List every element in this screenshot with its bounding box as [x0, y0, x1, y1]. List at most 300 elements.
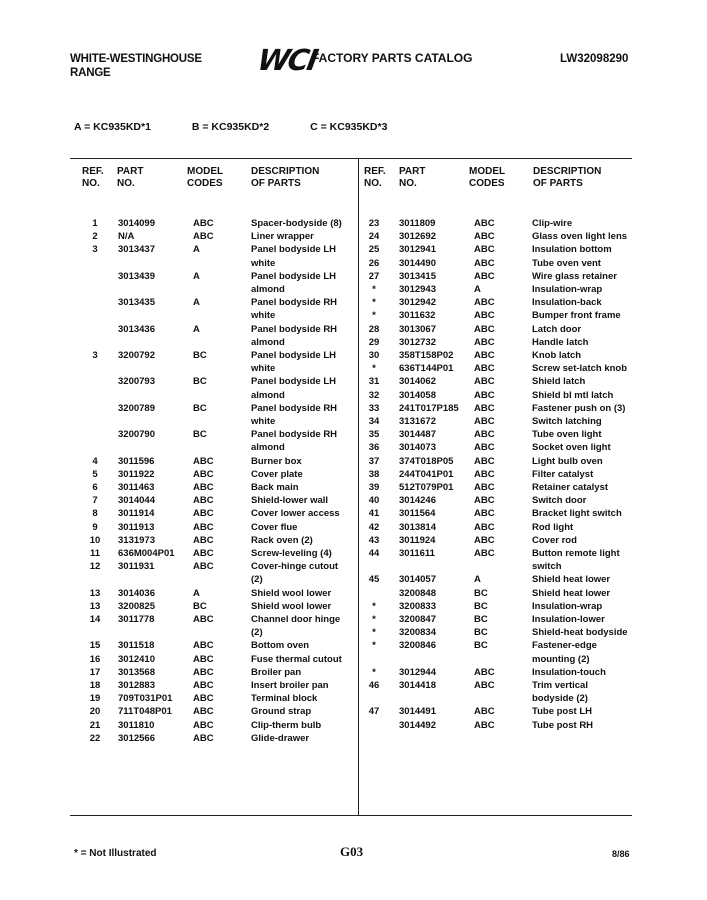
part-row [0, 521, 707, 534]
part-number: 3200847 [399, 614, 436, 625]
table-top-rule [70, 158, 632, 159]
part-description: Retainer catalyst [532, 482, 609, 493]
part-description: Panel bodyside RH [251, 323, 338, 335]
part-row [0, 481, 707, 494]
part-number: 358T158P02 [399, 350, 454, 361]
part-description: Panel bodyside LH [251, 270, 336, 282]
ref-number: 24 [368, 231, 380, 243]
part-number: 512T079P01 [399, 482, 454, 493]
model-b: B = KC935KD*2 [191, 121, 270, 133]
part-number: 3013568 [118, 666, 155, 678]
model-codes: ABC [193, 495, 214, 507]
part-number: 3013814 [399, 521, 436, 533]
part-number: 3011778 [118, 614, 155, 625]
ref-number: 17 [89, 666, 101, 678]
part-description: Terminal block [251, 693, 318, 705]
model-codes: ABC [474, 719, 495, 731]
part-number: 3014487 [399, 429, 436, 441]
model-codes: ABC [474, 468, 495, 480]
part-number: 3014491 [399, 706, 436, 718]
model-codes: ABC [193, 482, 214, 493]
model-codes: ABC [474, 548, 495, 559]
model-codes: BC [474, 627, 488, 639]
ref-number: 13 [89, 600, 101, 612]
ref-number: * [372, 600, 376, 612]
part-number: 711T048P01 [118, 706, 172, 718]
part-description: Insulation-wrap [532, 284, 603, 295]
ref-number: 13 [89, 587, 101, 599]
part-number: N/A [118, 231, 135, 243]
part-number: 241T017P185 [399, 402, 459, 414]
model-codes: BC [193, 600, 207, 612]
ref-number: 30 [368, 350, 380, 361]
part-number: 3200825 [118, 600, 155, 612]
part-number: 3011809 [399, 218, 436, 229]
model-codes: ABC [193, 561, 214, 573]
ref-number: 10 [89, 534, 101, 546]
part-description: white [251, 416, 276, 427]
model-codes: ABC [193, 653, 214, 665]
parts-list-right [0, 217, 707, 777]
part-description: Channel door hinge [251, 614, 341, 625]
ref-number: 46 [368, 680, 380, 691]
part-number: 709T031P01 [118, 693, 173, 705]
model-codes: ABC [474, 495, 495, 507]
part-row [0, 468, 707, 481]
part-row [0, 587, 707, 600]
ref-number: 29 [368, 336, 380, 348]
part-row [0, 243, 707, 256]
part-description: Knob latch [532, 350, 582, 361]
model-codes: BC [474, 614, 488, 625]
ref-number: 27 [368, 270, 380, 282]
part-description: Insulation-touch [532, 666, 606, 678]
part-description: Insert broiler pan [251, 680, 329, 691]
part-number: 3014246 [399, 495, 436, 507]
model-codes: BC [474, 600, 488, 612]
model-codes: ABC [193, 455, 214, 467]
col-header-desc: DESCRIPTION OF PARTS [251, 166, 320, 189]
col-header-model-right: MODEL CODES [469, 166, 506, 189]
ref-number: 39 [368, 482, 380, 493]
part-description: Screw-leveling (4) [251, 548, 332, 559]
part-description: Shield-heat bodyside [532, 627, 628, 639]
part-description: Shield bl mtl latch [532, 389, 614, 401]
part-description: Ground strap [251, 706, 312, 718]
part-description: Wire glass retainer [532, 270, 617, 282]
part-number: 3011632 [399, 310, 436, 322]
part-description: Tube post RH [532, 719, 594, 731]
part-number: 3011810 [118, 719, 155, 731]
part-description: Insulation-lower [532, 614, 605, 625]
ref-number: * [372, 614, 376, 625]
col-header-model: MODEL CODES [187, 166, 224, 189]
part-number: 3011596 [118, 455, 155, 467]
part-number: 3012943 [399, 284, 436, 295]
part-number: 3014418 [399, 680, 436, 691]
part-description: Spacer-bodyside (8) [251, 218, 342, 229]
part-description: Screw set-latch knob [532, 363, 628, 375]
col-header-part-right: PART NO. [399, 166, 426, 189]
ref-number: 14 [89, 614, 101, 625]
part-number: 3200789 [118, 402, 155, 414]
model-codes: ABC [193, 706, 214, 718]
ref-number: 45 [368, 574, 380, 586]
model-codes: ABC [193, 680, 214, 691]
part-number: 3013437 [118, 244, 155, 256]
col-header-ref-right: REF. NO. [364, 166, 386, 189]
ref-number: 40 [368, 495, 380, 507]
part-description: Insulation-back [532, 297, 602, 309]
model-codes: ABC [474, 376, 495, 388]
part-row [0, 560, 707, 573]
brand-name: WHITE-WESTINGHOUSE [70, 53, 202, 65]
ref-number: * [372, 363, 376, 375]
part-row [0, 547, 707, 560]
ref-number: 31 [368, 376, 380, 388]
col-header-part: PART NO. [117, 166, 144, 189]
model-codes: A [193, 297, 200, 309]
part-description: Liner wrapper [251, 231, 314, 243]
part-number: 3200834 [399, 627, 436, 639]
model-codes: ABC [193, 534, 214, 546]
model-codes: ABC [474, 363, 495, 375]
part-number: 3131672 [399, 416, 436, 427]
ref-number: 33 [368, 402, 380, 414]
part-number: 3200846 [399, 640, 436, 652]
ref-number: 11 [89, 548, 101, 559]
model-codes: ABC [474, 270, 495, 282]
part-description: Rod light [532, 521, 574, 533]
part-number: 3012410 [118, 653, 155, 665]
part-description: Back main [251, 482, 299, 493]
ref-number: 36 [368, 442, 380, 454]
ref-number: 34 [368, 416, 380, 427]
model-codes: BC [193, 429, 207, 441]
model-codes: ABC [474, 706, 495, 718]
part-row [0, 719, 707, 732]
model-codes: ABC [193, 732, 214, 744]
part-description: (2) [251, 627, 263, 639]
part-description: Cover lower access [251, 508, 340, 520]
ref-number: 41 [368, 508, 380, 520]
part-description: switch [532, 561, 562, 573]
not-illustrated-legend: * = Not Illustrated [74, 848, 157, 859]
ref-number: 37 [368, 455, 380, 467]
part-description: Shield latch [532, 376, 586, 388]
wci-logo: WCI [255, 43, 320, 77]
part-description: Switch door [532, 495, 587, 507]
part-number: 636M004P01 [118, 548, 175, 559]
part-description: Clip-therm bulb [251, 719, 322, 731]
model-codes: ABC [193, 468, 214, 480]
col-header-desc-right: DESCRIPTION OF PARTS [533, 166, 602, 189]
ref-number: 6 [92, 482, 98, 493]
part-description: Clip-wire [532, 218, 573, 229]
part-number: 3012566 [118, 732, 155, 744]
model-codes: ABC [193, 640, 214, 652]
ref-number: 3 [92, 350, 98, 361]
part-row [0, 507, 707, 520]
part-row [0, 389, 707, 402]
part-number: 3014099 [118, 218, 155, 229]
part-description: Broiler pan [251, 666, 302, 678]
part-number: 3011518 [118, 640, 155, 652]
product-type: RANGE [70, 67, 111, 79]
ref-number: * [372, 284, 376, 295]
model-codes: ABC [474, 389, 495, 401]
part-description: Shield heat lower [532, 587, 611, 599]
model-codes: A [474, 574, 481, 586]
model-codes: ABC [193, 521, 214, 533]
model-a: A = KC935KD*1 [74, 121, 151, 133]
ref-number: 15 [89, 640, 101, 652]
part-row [0, 323, 707, 336]
model-codes: BC [474, 640, 488, 652]
model-codes: ABC [474, 402, 495, 414]
part-description: Button remote light [532, 548, 620, 559]
model-codes: ABC [474, 666, 495, 678]
part-number: 3200848 [399, 587, 436, 599]
part-number: 3014036 [118, 587, 155, 599]
ref-number: 4 [92, 455, 98, 467]
ref-number: 38 [368, 468, 380, 480]
part-number: 3011564 [399, 508, 436, 520]
model-codes: ABC [474, 323, 495, 335]
part-description: Panel bodyside LH [251, 350, 336, 361]
part-description: Panel bodyside LH [251, 376, 336, 388]
part-number: 3011931 [118, 561, 155, 573]
part-number: 3013436 [118, 323, 155, 335]
ref-number: * [372, 640, 376, 652]
part-row [0, 692, 707, 705]
part-row [0, 494, 707, 507]
model-codes: A [193, 323, 200, 335]
part-row [0, 666, 707, 679]
ref-number: 43 [368, 534, 380, 546]
page-code: G03 [340, 844, 364, 859]
part-row [0, 217, 707, 230]
part-row [0, 349, 707, 362]
part-number: 3013435 [118, 297, 155, 309]
model-codes: A [474, 284, 481, 295]
model-codes: ABC [193, 508, 214, 520]
catalog-title: FACTORY PARTS CATALOG [312, 51, 473, 65]
part-number: 3014062 [399, 376, 436, 388]
model-legend [74, 121, 425, 133]
part-row [0, 336, 707, 349]
part-number: 3012944 [399, 666, 436, 678]
part-number: 3011924 [399, 534, 436, 546]
model-codes: ABC [193, 693, 214, 705]
part-row [0, 534, 707, 547]
col-header-ref: REF. NO. [82, 166, 104, 189]
ref-number: 12 [89, 561, 101, 573]
model-codes: ABC [474, 429, 495, 441]
part-number: 3012942 [399, 297, 436, 309]
ref-number: 47 [368, 706, 380, 718]
part-description: Shield heat lower [532, 574, 611, 586]
part-row [0, 639, 707, 652]
part-description: almond [251, 442, 285, 454]
model-codes: ABC [474, 336, 495, 348]
model-codes: ABC [474, 257, 495, 269]
part-row [0, 362, 707, 375]
catalog-date: 8/86 [612, 849, 630, 859]
part-description: Switch latching [532, 416, 602, 427]
catalog-number: LW32098290 [560, 53, 629, 65]
ref-number: 16 [89, 653, 101, 665]
part-description: white [251, 310, 276, 322]
part-description: Filter catalyst [532, 468, 594, 480]
model-codes: ABC [474, 350, 495, 361]
part-row [0, 653, 707, 666]
part-number: 3200792 [118, 350, 155, 361]
part-description: Panel bodyside RH [251, 297, 338, 309]
part-description: Cover-hinge cutout [251, 561, 339, 573]
part-number: 3012941 [399, 244, 436, 256]
part-number: 3013439 [118, 270, 155, 282]
model-codes: ABC [474, 482, 495, 493]
part-row [0, 402, 707, 415]
part-number: 3011463 [118, 482, 155, 493]
part-description: Cover flue [251, 521, 298, 533]
ref-number: 5 [92, 468, 98, 480]
part-row [0, 573, 707, 586]
part-description: Handle latch [532, 336, 589, 348]
part-number: 3014073 [399, 442, 436, 454]
table-bottom-rule [70, 815, 632, 816]
model-codes: ABC [193, 548, 214, 559]
model-codes: ABC [474, 416, 495, 427]
model-codes: A [193, 244, 200, 256]
part-description: (2) [251, 574, 263, 586]
model-codes: ABC [474, 244, 495, 256]
part-description: Cover plate [251, 468, 303, 480]
ref-number: 23 [368, 218, 380, 229]
part-number: 374T018P05 [399, 455, 454, 467]
part-description: Fuse thermal cutout [251, 653, 342, 665]
part-number: 3013067 [399, 323, 436, 335]
part-row [0, 257, 707, 270]
part-description: Tube oven vent [532, 257, 601, 269]
brand-block [70, 52, 202, 80]
part-number: 3014057 [399, 574, 436, 586]
model-codes: ABC [193, 666, 214, 678]
model-codes: BC [193, 402, 207, 414]
part-description: Insulation-wrap [532, 600, 603, 612]
part-description: Panel bodyside RH [251, 402, 338, 414]
model-codes: ABC [474, 310, 495, 322]
ref-number: 3 [92, 244, 98, 256]
part-description: Panel bodyside LH [251, 244, 336, 256]
ref-number: 25 [368, 244, 380, 256]
ref-number: 9 [92, 521, 98, 533]
part-description: almond [251, 284, 285, 295]
ref-number: 26 [368, 257, 380, 269]
ref-number: * [372, 310, 376, 322]
model-codes: BC [193, 350, 207, 361]
model-codes: ABC [193, 218, 214, 229]
part-row [0, 679, 707, 692]
part-number: 3200793 [118, 376, 155, 388]
part-row [0, 230, 707, 243]
model-codes: ABC [193, 231, 214, 243]
part-description: Glide-drawer [251, 732, 310, 744]
ref-number: * [372, 297, 376, 309]
part-row [0, 375, 707, 388]
part-row [0, 428, 707, 441]
ref-number: 42 [368, 521, 380, 533]
part-number: 3011922 [118, 468, 155, 480]
part-description: Burner box [251, 455, 302, 467]
part-description: almond [251, 336, 285, 348]
ref-number: 44 [368, 548, 380, 559]
part-description: Bracket light switch [532, 508, 622, 520]
part-description: Fastener push on (3) [532, 402, 626, 414]
ref-number: 20 [89, 706, 101, 718]
model-codes: BC [474, 587, 488, 599]
part-row [0, 626, 707, 639]
part-number: 3012692 [399, 231, 436, 243]
model-codes: A [193, 587, 200, 599]
part-description: Trim vertical [532, 680, 588, 691]
part-description: Insulation bottom [532, 244, 612, 256]
part-description: Rack oven (2) [251, 534, 313, 546]
part-number: 3131973 [118, 534, 155, 546]
ref-number: * [372, 666, 376, 678]
part-description: Socket oven light [532, 442, 611, 454]
part-description: bodyside (2) [532, 693, 588, 705]
part-number: 3014490 [399, 257, 436, 269]
part-number: 3011914 [118, 508, 155, 520]
part-row [0, 283, 707, 296]
ref-number: 2 [92, 231, 98, 243]
ref-number: 18 [89, 680, 101, 691]
model-codes: ABC [474, 455, 495, 467]
model-codes: ABC [474, 534, 495, 546]
ref-number: 21 [89, 719, 101, 731]
model-c: C = KC935KD*3 [310, 121, 388, 133]
model-codes: ABC [474, 231, 495, 243]
part-description: almond [251, 389, 285, 401]
part-description: Tube oven light [532, 429, 602, 441]
part-number: 3014492 [399, 719, 436, 731]
part-description: white [251, 257, 276, 269]
part-row [0, 270, 707, 283]
part-number: 3014058 [399, 389, 436, 401]
ref-number: 35 [368, 429, 380, 441]
part-row [0, 296, 707, 309]
ref-number: 19 [89, 693, 101, 705]
part-description: Tube post LH [532, 706, 592, 718]
model-codes: ABC [193, 614, 214, 625]
part-number: 3011913 [118, 521, 155, 533]
part-row [0, 309, 707, 322]
ref-number: 8 [92, 508, 98, 520]
model-codes: ABC [474, 508, 495, 520]
part-number: 3011611 [399, 548, 435, 559]
part-description: Bottom oven [251, 640, 310, 652]
model-codes: ABC [474, 218, 495, 229]
part-description: Shield wool lower [251, 587, 332, 599]
model-codes: ABC [474, 442, 495, 454]
part-description: Bumper front frame [532, 310, 621, 322]
part-description: mounting (2) [532, 653, 590, 665]
part-row [0, 600, 707, 613]
ref-number: 1 [92, 218, 98, 229]
ref-number: 22 [89, 732, 101, 744]
